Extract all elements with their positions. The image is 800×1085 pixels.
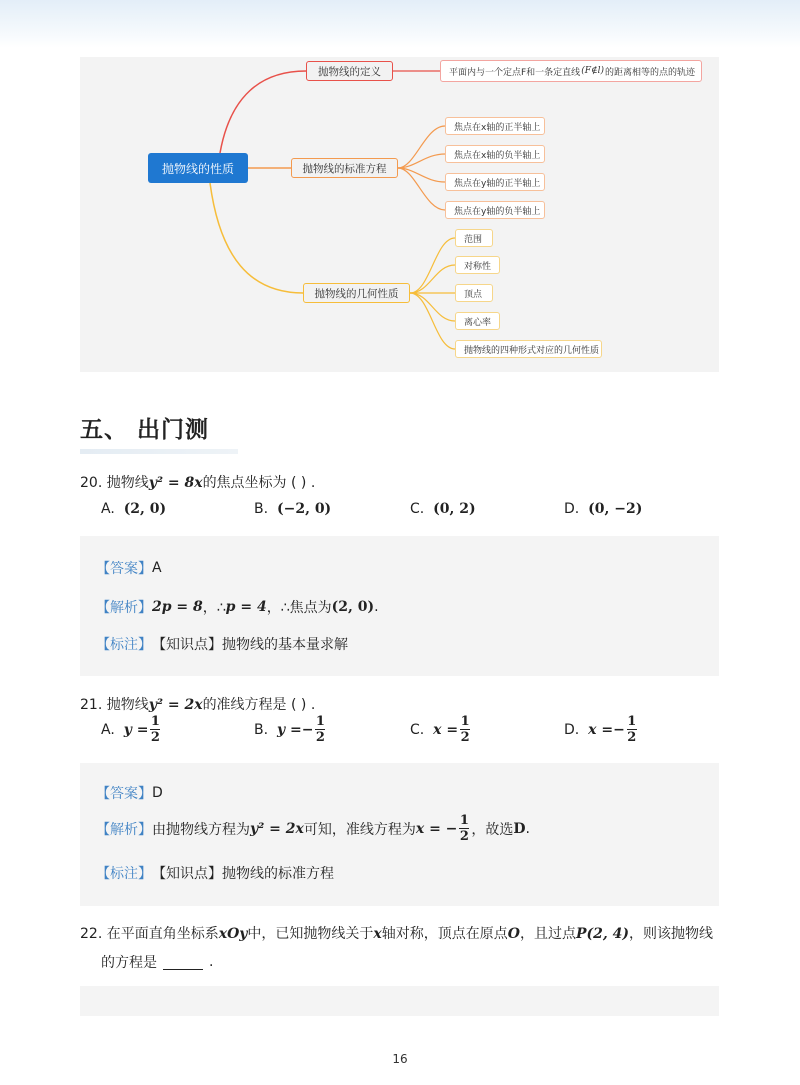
analysis-eq-1: y² = 2x xyxy=(250,820,304,837)
fraction-denominator: 2 xyxy=(459,829,469,844)
mind-map-root: 抛物线的性质 xyxy=(148,153,248,183)
leaf-definition xyxy=(440,60,702,82)
leaf-geometry-3: 顶点 xyxy=(455,284,493,302)
question-20-answer xyxy=(96,558,162,578)
leaf-geometry-5: 抛物线的四种形式对应的几何性质 xyxy=(455,340,602,358)
question-22-text-2: 中，已知抛物线关于 xyxy=(247,926,374,942)
question-21-stem-pre: 抛物线 xyxy=(106,697,149,713)
analysis-text-1: 由抛物线方程为 xyxy=(152,821,250,838)
option-value: (−2, 0) xyxy=(276,501,332,517)
analysis-text-1: ，∴ xyxy=(202,600,226,616)
leaf-definition-condition: (F∉l) xyxy=(581,66,604,76)
note-text: 【知识点】抛物线的基本量求解 xyxy=(152,637,348,653)
question-21-note xyxy=(96,863,334,883)
answer-value: D xyxy=(152,785,163,801)
question-22-number: 22. xyxy=(80,926,103,942)
question-22-text-3: 轴对称，顶点在原点 xyxy=(381,926,508,942)
option-label: B. xyxy=(254,501,269,517)
question-22-axis: x xyxy=(373,926,382,942)
question-22-stem-line-1 xyxy=(80,923,713,943)
option-lhs: y = xyxy=(123,721,149,738)
answer-tag: 【答案】 xyxy=(96,561,152,577)
analysis-text-4: . xyxy=(525,820,530,837)
leaf-geometry-1: 范围 xyxy=(455,229,493,247)
question-20-option-d[interactable] xyxy=(564,501,642,517)
page-number: 16 xyxy=(392,1052,408,1066)
connector-standard-leaf-4 xyxy=(398,168,445,210)
question-22-answer-blank[interactable] xyxy=(163,955,203,970)
question-21-option-d[interactable] xyxy=(564,714,639,745)
analysis-fraction xyxy=(459,813,469,844)
question-22-coordinate-system: xOy xyxy=(218,926,248,942)
question-22-answer-box xyxy=(80,986,719,1016)
fraction-numerator: 1 xyxy=(460,714,470,729)
page-header-band xyxy=(0,0,800,48)
option-fraction xyxy=(315,714,325,745)
analysis-eq-lhs: x = − xyxy=(415,820,458,837)
option-lhs: x = xyxy=(588,721,614,738)
option-label: A. xyxy=(101,501,115,517)
answer-value: A xyxy=(152,560,162,576)
branch-standard-equation: 抛物线的标准方程 xyxy=(291,158,398,178)
analysis-text-2: 可知，准线方程为 xyxy=(303,821,416,838)
branch-geometry: 抛物线的几何性质 xyxy=(303,283,410,303)
connector-standard-leaf-1 xyxy=(398,126,445,168)
leaf-geometry-2: 对称性 xyxy=(455,256,500,274)
question-21-option-a[interactable] xyxy=(101,714,162,745)
option-label: A. xyxy=(101,721,115,738)
analysis-tag: 【解析】 xyxy=(96,600,152,616)
option-lhs: y = xyxy=(276,721,302,738)
question-20-option-c[interactable] xyxy=(410,501,476,517)
question-21-equation: y² = 2x xyxy=(148,697,203,713)
leaf-standard-3: 焦点在y轴的正半轴上 xyxy=(445,173,545,191)
question-20-analysis xyxy=(96,597,379,617)
question-22-text-6: 的方程是 xyxy=(101,955,157,971)
analysis-eq-2: p = 4 xyxy=(225,599,267,615)
note-tag: 【标注】 xyxy=(96,866,152,882)
fraction-numerator: 1 xyxy=(150,714,160,729)
question-20-stem-pre: 抛物线 xyxy=(106,475,149,491)
analysis-text-3: . xyxy=(374,599,379,615)
mind-map xyxy=(80,57,719,372)
option-lhs: x = xyxy=(433,721,459,738)
question-20-equation: y² = 8x xyxy=(148,475,203,491)
option-label: C. xyxy=(410,721,425,738)
fraction-denominator: 2 xyxy=(150,730,160,745)
question-20-answer-box xyxy=(80,536,719,676)
analysis-text-3: ，故选 xyxy=(471,821,514,838)
leaf-geometry-4: 离心率 xyxy=(455,312,500,330)
question-22-text-4: ，且过点 xyxy=(519,926,576,942)
analysis-eq-1: 2p = 8 xyxy=(152,599,203,615)
question-21-option-b[interactable] xyxy=(254,714,327,745)
question-22-stem-line-2 xyxy=(101,952,213,972)
question-21-answer xyxy=(96,783,163,803)
question-21-stem-post: 的准线方程是 ( ) . xyxy=(202,697,316,713)
analysis-tag: 【解析】 xyxy=(96,821,152,838)
mind-map-connectors xyxy=(80,57,719,372)
question-21-analysis xyxy=(96,813,530,844)
connector-root-definition xyxy=(220,71,306,153)
question-22-point: P(2, 4) xyxy=(575,926,629,942)
leaf-standard-1: 焦点在x轴的正半轴上 xyxy=(445,117,545,135)
option-fraction xyxy=(627,714,637,745)
option-fraction xyxy=(150,714,160,745)
question-21-number: 21. xyxy=(80,697,103,713)
question-22-text-1: 在平面直角坐标系 xyxy=(106,926,219,942)
option-label: D. xyxy=(564,501,580,517)
answer-tag: 【答案】 xyxy=(96,786,152,802)
analysis-eq-3: (2, 0) xyxy=(331,599,375,615)
connector-geometry-leaf-5 xyxy=(410,293,455,349)
leaf-definition-pre: 平面内与一个定点F和一条定直线 xyxy=(449,67,581,78)
fraction-denominator: 2 xyxy=(460,730,470,745)
question-20-number: 20. xyxy=(80,475,103,491)
fraction-numerator: 1 xyxy=(627,714,637,729)
leaf-standard-2: 焦点在x轴的负半轴上 xyxy=(445,145,545,163)
fraction-numerator: 1 xyxy=(459,813,469,828)
option-label: D. xyxy=(564,721,580,738)
leaf-standard-4: 焦点在y轴的负半轴上 xyxy=(445,201,545,219)
leaf-definition-post: 的距离相等的点的轨迹 xyxy=(605,67,696,78)
option-label: B. xyxy=(254,721,269,738)
analysis-text-2: ，∴焦点为 xyxy=(266,600,332,616)
question-21-answer-box xyxy=(80,763,719,906)
fraction-numerator: 1 xyxy=(315,714,325,729)
analysis-choice: D xyxy=(513,820,526,837)
question-22-origin: O xyxy=(507,926,520,942)
option-label: C. xyxy=(410,501,425,517)
question-22-text-7: . xyxy=(209,954,214,970)
option-sign: − xyxy=(613,721,625,738)
connector-root-geometry xyxy=(210,183,303,293)
section-title-underline xyxy=(80,449,238,454)
question-20-note xyxy=(96,634,348,654)
question-20-option-b[interactable] xyxy=(254,501,331,517)
question-20-option-a[interactable] xyxy=(101,501,166,517)
option-value: (0, −2) xyxy=(588,501,643,517)
fraction-denominator: 2 xyxy=(315,730,325,745)
connector-geometry-leaf-4 xyxy=(410,293,455,321)
note-text: 【知识点】抛物线的标准方程 xyxy=(152,866,334,882)
question-21-stem xyxy=(80,694,315,714)
question-21-option-c[interactable] xyxy=(410,714,472,745)
fraction-denominator: 2 xyxy=(627,730,637,745)
question-22-text-5: ，则该抛物线 xyxy=(628,926,713,942)
note-tag: 【标注】 xyxy=(96,637,152,653)
question-20-stem-post: 的焦点坐标为 ( ) . xyxy=(202,475,316,491)
question-20-stem xyxy=(80,472,315,492)
section-title: 五、 出门测 xyxy=(80,417,210,443)
option-fraction xyxy=(460,714,470,745)
option-value: (0, 2) xyxy=(433,501,476,517)
connector-geometry-leaf-2 xyxy=(410,265,455,293)
connector-geometry-leaf-1 xyxy=(410,238,455,293)
branch-definition: 抛物线的定义 xyxy=(306,61,393,81)
option-value: (2, 0) xyxy=(123,501,167,517)
option-sign: − xyxy=(301,721,314,738)
